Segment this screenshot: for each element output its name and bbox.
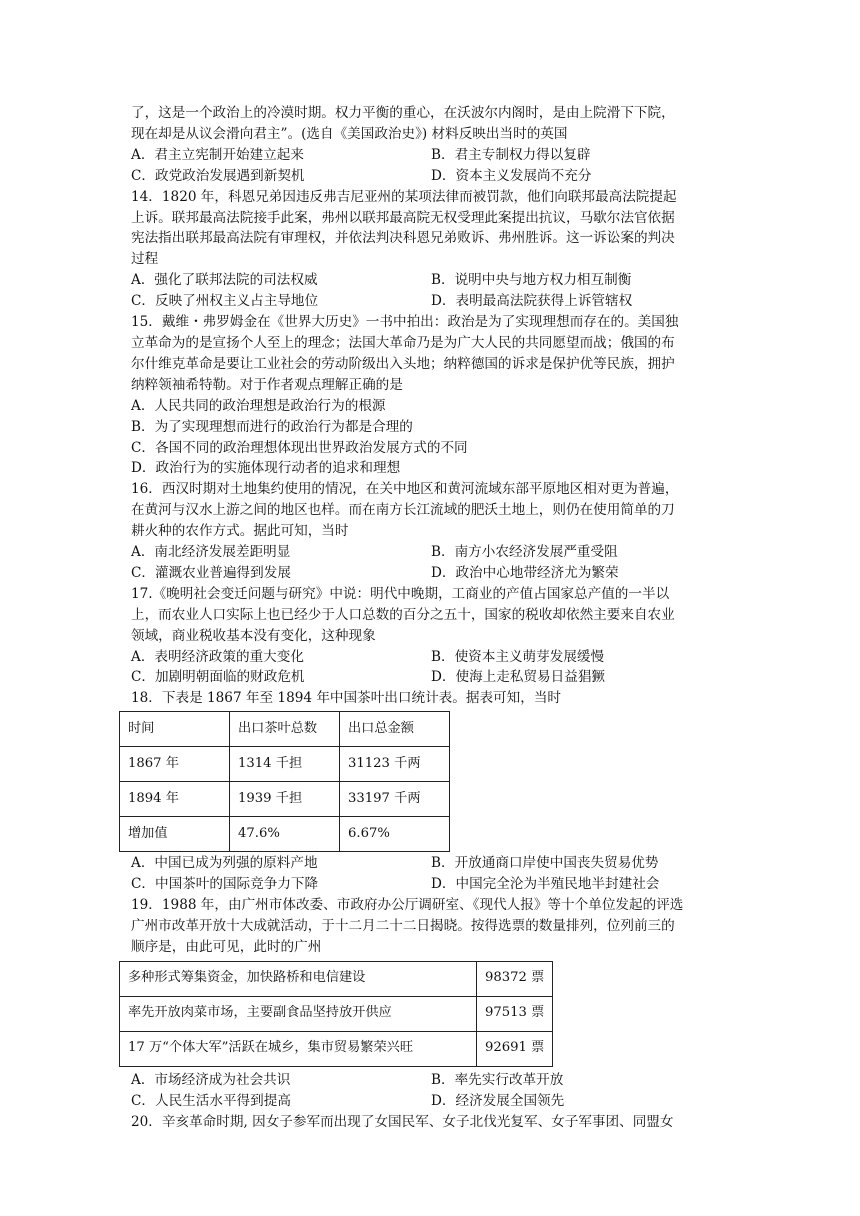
option-d: D．经济发展全国领先	[431, 1092, 565, 1109]
tea-export-table	[119, 711, 450, 852]
option-d: D．政治中心地带经济尤为繁荣	[431, 564, 619, 581]
option-c: C．反映了州权主义占主导地位	[131, 293, 319, 310]
table-cell: 17 万“个体大军”活跃在城乡，集市贸易繁荣兴旺	[120, 1031, 477, 1066]
option-b: B．开放通商口岸使中国丧失贸易优势	[431, 855, 659, 872]
table-cell: 多种形式筹集资金，加快路桥和电信建设	[120, 961, 477, 996]
answer-options	[131, 853, 741, 895]
option-b: B．率先实行改革开放	[431, 1071, 564, 1088]
option-a: A．君主立宪制开始建立起来	[131, 146, 304, 163]
table-cell: 97513 票	[477, 996, 553, 1031]
option-b: B．君主专制权力得以复辟	[431, 146, 591, 163]
question-18	[128, 688, 741, 895]
question-text-line: 20．辛亥革命时期, 因女子参军而出现了女国民军、女子北伐光复军、女子军事团、同盟女	[131, 1113, 674, 1130]
option-b: B．使资本主义萌芽发展缓慢	[431, 648, 605, 665]
option-b: B．南方小农经济发展严重受阻	[431, 544, 618, 561]
option-c: C．中国茶叶的国际竞争力下降	[131, 876, 319, 893]
option-c: C．加剧明朝面临的财政危机	[131, 669, 305, 686]
question-text-line: 领域，商业税收基本没有变化，这种现象	[131, 627, 376, 644]
option-d: D．中国完全沦为半殖民地半封建社会	[431, 876, 660, 893]
table-row	[120, 1031, 553, 1066]
question-text-line: 现在却是从议会滑向君主”。(选自《美国政治史》) 材料反映出当时的英国	[131, 125, 568, 142]
table-cell: 1314 千担	[230, 747, 340, 782]
question-text-line: 广州市改革开放十大成就活动，于十二月二十二日揭晓。按得选票的数量排列，位列前三的	[131, 918, 675, 934]
table-cell: 31123 千两	[340, 747, 450, 782]
option-d: D．资本主义发展尚不充分	[431, 167, 592, 184]
option-c: C．人民生活水平得到提高	[131, 1092, 291, 1109]
question-text-line: 过程	[131, 251, 159, 268]
table-cell: 33197 千两	[340, 782, 450, 817]
question-text-line: 上，而农业人口实际上也已经少于人口总数的百分之五十，国家的税收却依然主要来自农业	[131, 606, 675, 623]
table-cell: 1867 年	[120, 747, 230, 782]
question-text-line: 15．戴维・弗罗姆金在《世界大历史》一书中拍出：政治是为了实现理想而存在的。美国独	[131, 314, 679, 331]
question-text-line: 立革命为的是宣扬个人至上的理念；法国大革命乃是为广大人民的共同愿望而战；俄国的布	[131, 334, 675, 351]
table-header-cell: 时间	[120, 712, 230, 747]
table-cell: 率先开放肉菜市场，主要副食品坚持放开供应	[120, 996, 477, 1031]
option-b: B．说明中央与地方权力相互制衡	[431, 272, 632, 289]
table-cell: 92691 票	[477, 1031, 553, 1066]
question-text-line: 顺序是，由此可见，此时的广州	[131, 938, 322, 955]
answer-options	[131, 1070, 741, 1112]
table-cell: 1894 年	[120, 782, 230, 817]
table-row	[120, 712, 450, 747]
question-16	[131, 479, 741, 584]
option-d: D．表明最高法院获得上诉管辖权	[431, 293, 633, 310]
option-a: A．中国已成为列强的原料产地	[131, 855, 318, 872]
option-b: B．为了实现理想而进行的政治行为都是合理的	[131, 418, 413, 435]
question-15	[131, 312, 741, 479]
table-row	[120, 961, 553, 996]
answer-options	[131, 270, 741, 312]
question-text-line: 耕火种的农作方式。据此可知，当时	[131, 523, 349, 540]
question-text-line: 14．1820 年，科恩兄弟因违反弗吉尼亚州的某项法律而被罚款，他们向联邦最高法院提起	[131, 188, 677, 205]
option-a: A．表明经济政策的重大变化	[131, 648, 304, 665]
answer-options	[131, 542, 741, 584]
table-row	[120, 996, 553, 1031]
table-row	[120, 747, 450, 782]
option-d: D．使海上走私贸易日益猖獗	[431, 669, 606, 686]
question-19	[128, 895, 741, 1112]
question-text-line: 18．下表是 1867 年至 1894 年中国茶叶出口统计表。据表可知，当时	[131, 690, 562, 707]
question-17	[131, 584, 741, 689]
question-text-line: 17.《晚明社会变迁问题与研究》中说：明代中晚期，工商业的产值占国家总产值的一半以	[131, 585, 670, 602]
achievement-votes-table	[119, 961, 553, 1067]
question-14	[131, 187, 741, 312]
question-13	[131, 103, 741, 187]
question-text-line: 宪法指出联邦最高法院有审理权，并依法判决科恩兄弟败诉、弗州胜诉。这一诉讼案的判决	[131, 230, 675, 247]
option-d: D．政治行为的实施体现行动者的追求和理想	[131, 460, 401, 477]
option-a: A．市场经济成为社会共识	[131, 1071, 291, 1088]
table-header-cell: 出口总金额	[340, 712, 450, 747]
option-c: C．灌溉农业普遍得到发展	[131, 564, 291, 581]
table-cell: 98372 票	[477, 961, 553, 996]
answer-options	[131, 647, 741, 689]
question-text-line: 在黄河与汉水上游之间的地区也样。而在南方长江流域的肥沃土地上，则仍在使用简单的刀	[131, 502, 675, 519]
option-a: A．强化了联邦法院的司法权威	[131, 272, 318, 289]
table-row	[120, 782, 450, 817]
table-header-cell: 出口茶叶总数	[230, 712, 340, 747]
question-text-line: 尔什维克革命是要让工业社会的劳动阶级出入头地；纳粹德国的诉求是保护优等民族，拥护	[131, 355, 675, 372]
option-c: C．政党政治发展遇到新契机	[131, 167, 305, 184]
option-a: A．人民共同的政治理想是政治行为的根源	[131, 397, 386, 414]
table-row	[120, 817, 450, 852]
table-cell: 47.6%	[230, 817, 340, 852]
option-c: C．各国不同的政治理想体现出世界政治发展方式的不同	[131, 439, 468, 456]
answer-options	[131, 396, 741, 480]
question-text-line: 16．西汉时期对土地集约使用的情况，在关中地区和黄河流域东部平原地区相对更为普遍，	[131, 481, 679, 498]
question-text-line: 纳粹领袖希特勒。对于作者观点理解正确的是	[131, 376, 403, 393]
table-cell: 6.67%	[340, 817, 450, 852]
question-text-line: 上诉。联邦最高法院接手此案，弗州以联邦最高院无权受理此案提出抗议，马歇尔法官依据	[131, 209, 675, 226]
question-text-line: 19．1988 年，由广州市体改委、市政府办公厅调研室、《现代人报》等十个单位发起的评选	[131, 897, 684, 914]
table-cell: 增加值	[120, 817, 230, 852]
question-20	[131, 1112, 741, 1133]
exam-page	[128, 103, 741, 1133]
question-text-line: 了，这是一个政治上的冷漠时期。权力平衡的重心，在沃波尔内阁时，是由上院滑下下院，	[131, 105, 675, 121]
table-cell: 1939 千担	[230, 782, 340, 817]
answer-options	[131, 145, 741, 187]
option-a: A．南北经济发展差距明显	[131, 544, 291, 561]
